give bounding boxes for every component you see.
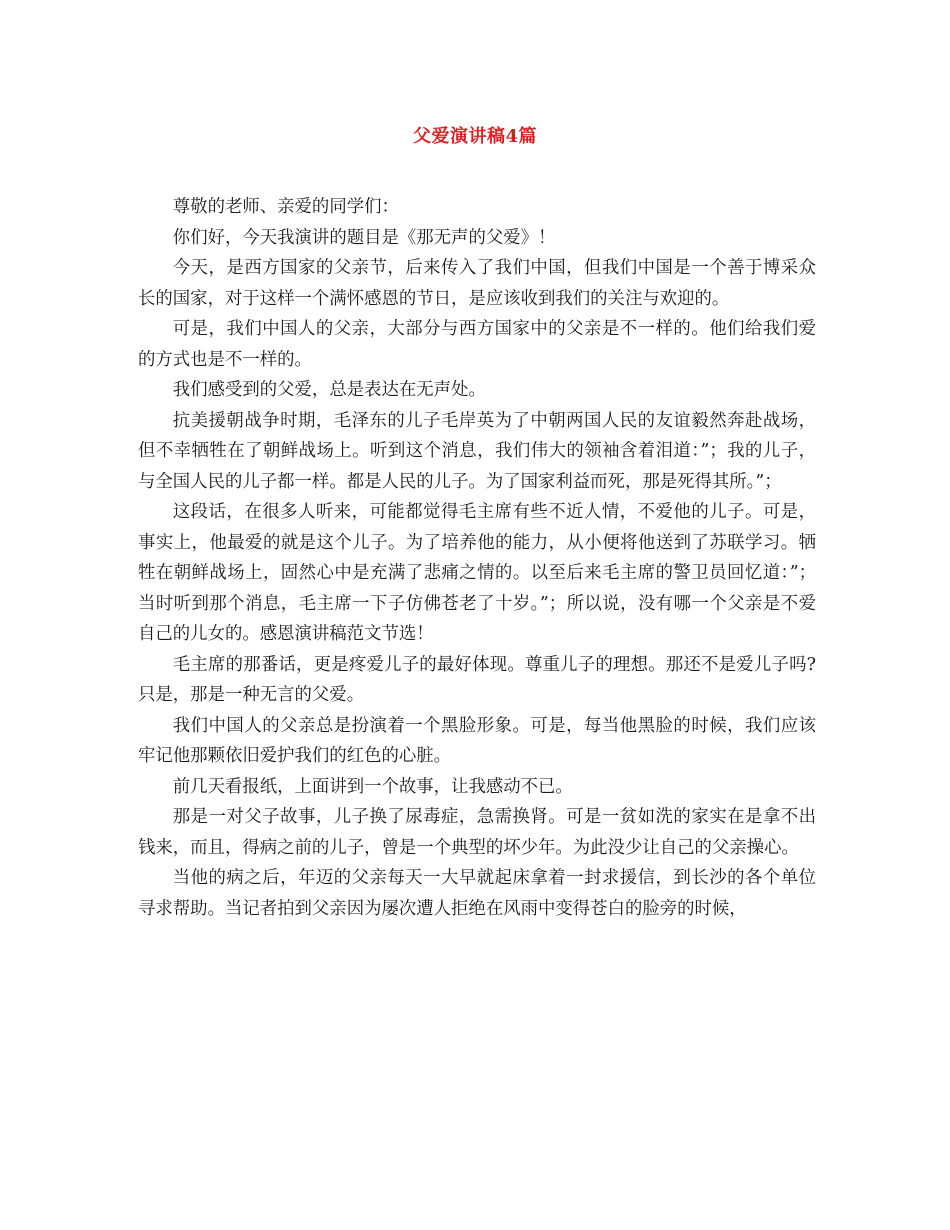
paragraph: 抗美援朝战争时期，毛泽东的儿子毛岸英为了中朝两国人民的友谊毅然奔赴战场，但不幸牺牲在了朝鲜战场上。听到这个消息，我们伟大的领袖含着泪道：”；我的儿子，与全国人民的儿子都一样。都是人民的儿子。为了国家利益而死，那是死得其所。”；: [138, 410, 816, 492]
paragraph: 今天，是西方国家的父亲节，后来传入了我们中国，但我们中国是一个善于博采众长的国家，对于这样一个满怀感恩的节日，是应该收到我们的关注与欢迎的。: [138, 258, 816, 309]
paragraph: 尊敬的老师、亲爱的同学们：: [172, 197, 399, 217]
paragraph: 这段话，在很多人听来，可能都觉得毛主席有些不近人情，不爱他的儿子。可是，事实上，他最爱的就是这个儿子。为了培养他的能力，从小便将他送到了苏联学习。牺牲在朝鲜战场上，固然心中是充满了悲痛之情的。以至后来毛主席的警卫员回忆道：”；当时听到那个消息，毛主席一下子仿佛苍老了十岁。”；所以说，没有哪一个父亲是不爱自己的儿女的。感恩演讲稿范文节选！: [138, 502, 816, 644]
paragraph: 我们中国人的父亲总是扮演着一个黑脸形象。可是，每当他黑脸的时候，我们应该牢记他那颗依旧爱护我们的红色的心脏。: [138, 715, 816, 766]
paragraph: 那是一对父子故事，儿子换了尿毒症，急需换肾。可是一贫如洗的家实在是拿不出钱来，而且，得病之前的儿子，曾是一个典型的坏少年。为此没少让自己的父亲操心。: [138, 807, 816, 858]
document-title: 父爱演讲稿4篇: [412, 126, 538, 147]
paragraph: 前几天看报纸，上面讲到一个故事，让我感动不已。: [172, 776, 573, 797]
paragraph: 我们感受到的父爱，总是表达在无声处。: [172, 380, 486, 400]
paragraph: 毛主席的那番话，更是疼爱儿子的最好体现。尊重儿子的理想。那还不是爱儿子吗?只是，那是一种无言的父爱。: [138, 654, 816, 705]
document-body: [138, 192, 816, 924]
paragraph: 你们好，今天我演讲的题目是《那无声的父爱》！: [172, 227, 556, 248]
paragraph: 当他的病之后，年迈的父亲每天一大早就起床拿着一封求援信，到长沙的各个单位寻求帮助。当记者拍到父亲因为屡次遭人拒绝在风雨中变得苍白的脸旁的时候，: [138, 868, 816, 919]
paragraph: 可是，我们中国人的父亲，大部分与西方国家中的父亲是不一样的。他们给我们爱的方式也是不一样的。: [138, 319, 816, 370]
